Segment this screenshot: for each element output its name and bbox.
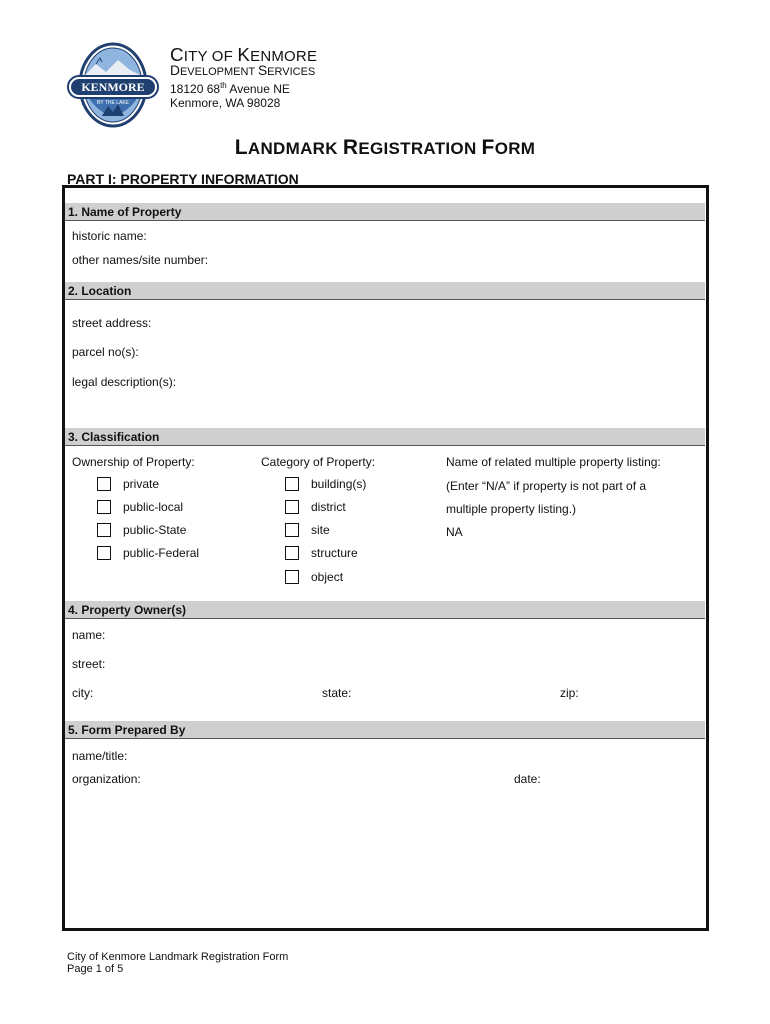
- checkbox[interactable]: [285, 570, 299, 584]
- checkbox[interactable]: [285, 477, 299, 491]
- category-structure-option[interactable]: structure: [285, 546, 358, 560]
- part-title: PART I: PROPERTY INFORMATION: [67, 171, 299, 187]
- section-3-header: 3. Classification: [65, 428, 705, 446]
- city-name: CITY OF KENMORE: [170, 44, 318, 65]
- related-listing-note: (Enter “N/A” if property is not part of a: [446, 479, 647, 493]
- owner-street-field[interactable]: street:: [72, 657, 106, 671]
- footer-form-name: City of Kenmore Landmark Registration Form: [67, 951, 289, 963]
- logo-subtext: BY THE LAKE: [96, 100, 130, 106]
- checkbox[interactable]: [97, 500, 111, 514]
- street-address-field[interactable]: street address:: [72, 316, 152, 330]
- page-footer: [67, 951, 288, 975]
- category-site-option[interactable]: site: [285, 523, 330, 537]
- organization-address: [170, 44, 318, 110]
- kenmore-logo: [66, 42, 160, 128]
- section-4-header: 4. Property Owner(s): [65, 601, 705, 619]
- related-listing-label: Name of related multiple property listing:: [446, 455, 661, 469]
- owner-city-field[interactable]: city:: [72, 686, 94, 700]
- parcel-field[interactable]: parcel no(s):: [72, 345, 139, 359]
- logo-text: KENMORE: [81, 80, 145, 94]
- legal-description-field[interactable]: legal description(s):: [72, 375, 177, 389]
- ownership-public-local-option[interactable]: public-local: [97, 500, 183, 514]
- checkbox[interactable]: [285, 546, 299, 560]
- ownership-private-option[interactable]: private: [97, 477, 159, 491]
- section-5-header: 5. Form Prepared By: [65, 721, 705, 739]
- owner-name-field[interactable]: name:: [72, 628, 106, 642]
- preparer-date-field[interactable]: date:: [514, 772, 541, 786]
- department-name: DEVELOPMENT SERVICES: [170, 63, 316, 78]
- owner-state-field[interactable]: state:: [322, 686, 352, 700]
- city-state-zip: Kenmore, WA 98028: [170, 96, 281, 110]
- ownership-label: Ownership of Property:: [72, 455, 195, 469]
- form-title: LANDMARK REGISTRATION FORM: [234, 136, 536, 159]
- preparer-organization-field[interactable]: organization:: [72, 772, 141, 786]
- preparer-name-title-field[interactable]: name/title:: [72, 749, 128, 763]
- section-1-header: 1. Name of Property: [65, 203, 705, 221]
- category-district-option[interactable]: district: [285, 500, 346, 514]
- category-building-option[interactable]: building(s): [285, 477, 366, 491]
- other-names-field[interactable]: other names/site number:: [72, 253, 209, 267]
- ownership-public-federal-option[interactable]: public-Federal: [97, 546, 199, 560]
- related-listing-note-2: multiple property listing.): [446, 502, 577, 516]
- category-label: Category of Property:: [261, 455, 376, 469]
- checkbox[interactable]: [97, 523, 111, 537]
- historic-name-field[interactable]: historic name:: [72, 229, 147, 243]
- owner-zip-field[interactable]: zip:: [560, 686, 579, 700]
- section-2-header: 2. Location: [65, 282, 705, 300]
- checkbox[interactable]: [285, 523, 299, 537]
- checkbox[interactable]: [285, 500, 299, 514]
- checkbox[interactable]: [97, 546, 111, 560]
- street-address: 18120 68th Avenue NE: [170, 81, 290, 96]
- related-listing-value[interactable]: NA: [446, 525, 463, 539]
- footer-page-number: Page 1 of 5: [67, 963, 124, 975]
- checkbox[interactable]: [97, 477, 111, 491]
- ownership-public-state-option[interactable]: public-State: [97, 523, 186, 537]
- category-object-option[interactable]: object: [285, 570, 343, 584]
